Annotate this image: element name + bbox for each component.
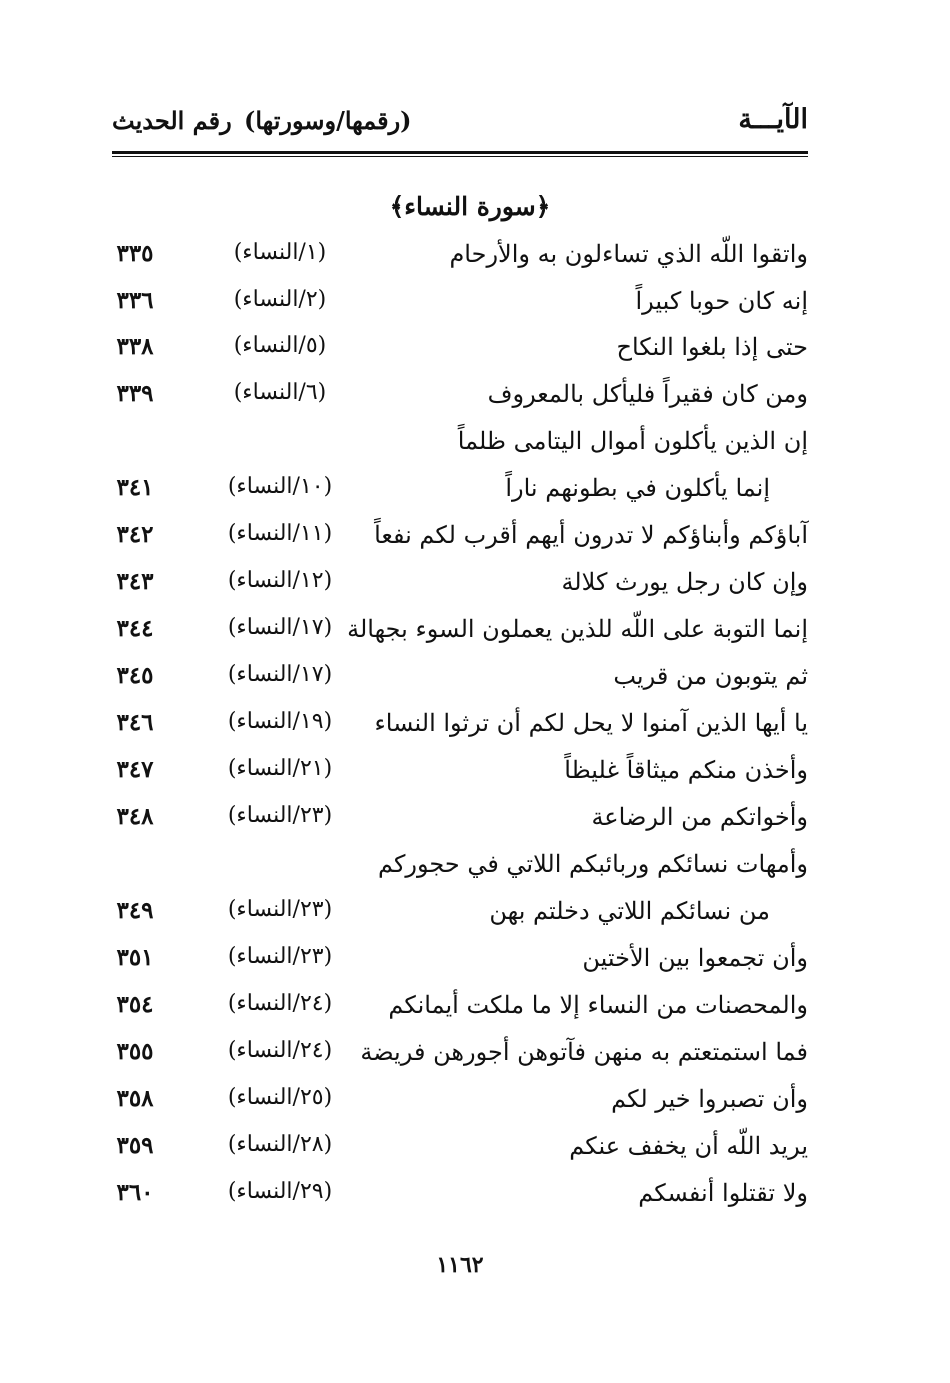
table-row — [0, 380, 950, 424]
verse-reference: (٦/النساء) — [233, 380, 327, 405]
hadith-number: ٣٤٧ — [116, 756, 154, 783]
verse-text: من نسائكم اللاتي دخلتم بهن — [489, 897, 770, 925]
hadith-number: ٣٤٥ — [116, 662, 154, 689]
table-row — [0, 568, 950, 612]
page-number: ١١٦٢ — [436, 1252, 484, 1278]
table-row — [0, 1132, 950, 1176]
table-row — [0, 474, 950, 518]
table-row — [0, 521, 950, 565]
verse-reference: (٢٣/النساء) — [227, 803, 333, 828]
verse-text: وإن كان رجل يورث كلالة — [561, 568, 808, 596]
table-row — [0, 287, 950, 331]
verse-reference: (٥/النساء) — [233, 333, 327, 358]
hadith-number: ٣٥٨ — [116, 1085, 154, 1112]
verse-text: إنما التوبة على اللّه للذين يعملون السوء بجهالة — [347, 615, 808, 643]
table-row — [0, 1038, 950, 1082]
table-row — [0, 803, 950, 847]
hadith-number: ٣٤٨ — [116, 803, 154, 830]
verse-text: واتقوا اللّه الذي تساءلون به والأرحام — [449, 240, 808, 268]
verse-text: آباؤكم وأبناؤكم لا تدرون أيهم أقرب لكم نفعاً — [374, 521, 808, 549]
hadith-number: ٣٥١ — [116, 944, 154, 971]
verse-reference: (٢٨/النساء) — [227, 1132, 333, 1157]
verse-reference: (١٩/النساء) — [227, 709, 333, 734]
verse-reference: (١٧/النساء) — [227, 662, 333, 687]
verse-reference: (٢٣/النساء) — [227, 897, 333, 922]
verse-text: فما استمتعتم به منهن فآتوهن أجورهن فريضة — [360, 1038, 808, 1066]
table-row — [0, 850, 950, 894]
verse-text: وأن تجمعوا بين الأختين — [582, 944, 808, 972]
table-row — [0, 333, 950, 377]
verse-text: ومن كان فقيراً فليأكل بالمعروف — [487, 380, 808, 408]
verse-text: حتى إذا بلغوا النكاح — [616, 333, 808, 361]
column-header-reference: (رقمها/وسورتها) — [244, 106, 412, 135]
verse-reference: (٢/النساء) — [233, 287, 327, 312]
column-header-verse: الآيـــة — [738, 104, 808, 135]
hadith-number: ٣٥٥ — [116, 1038, 154, 1065]
verse-reference: (١/النساء) — [233, 240, 327, 265]
verse-reference: (١٧/النساء) — [227, 615, 333, 640]
verse-reference: (١٠/النساء) — [227, 474, 333, 499]
table-row — [0, 709, 950, 753]
table-row — [0, 897, 950, 941]
hadith-number: ٣٣٩ — [116, 380, 154, 407]
table-row — [0, 615, 950, 659]
table-row — [0, 756, 950, 800]
column-header-hadith-number: رقم الحديث — [112, 106, 232, 135]
hadith-number: ٣٥٩ — [116, 1132, 154, 1159]
hadith-number: ٣٤٣ — [116, 568, 154, 595]
section-title: ﴿سورة النساء﴾ — [389, 192, 551, 221]
hadith-number: ٣٣٨ — [116, 333, 154, 360]
verse-text: إنه كان حوبا كبيراً — [635, 287, 808, 315]
hadith-number: ٣٦٠ — [116, 1179, 154, 1206]
table-row — [0, 944, 950, 988]
verse-reference: (١٢/النساء) — [227, 568, 333, 593]
verse-text: يا أيها الذين آمنوا لا يحل لكم أن ترثوا النساء — [374, 709, 808, 737]
hadith-number: ٣٣٥ — [116, 240, 154, 267]
verse-reference: (٢٤/النساء) — [227, 1038, 333, 1063]
table-row — [0, 1085, 950, 1129]
hadith-number: ٣٤٤ — [116, 615, 154, 642]
table-row — [0, 991, 950, 1035]
verse-text: ولا تقتلوا أنفسكم — [638, 1179, 808, 1207]
verse-text: إنما يأكلون في بطونهم ناراً — [505, 474, 770, 502]
hadith-number: ٣٤٢ — [116, 521, 154, 548]
table-row — [0, 427, 950, 471]
hadith-number: ٣٤٩ — [116, 897, 154, 924]
hadith-number: ٣٤١ — [116, 474, 154, 501]
table-row — [0, 240, 950, 284]
verse-text: وأن تصبروا خير لكم — [611, 1085, 808, 1113]
verse-reference: (٢٣/النساء) — [227, 944, 333, 969]
table-row — [0, 1179, 950, 1223]
table-row — [0, 662, 950, 706]
verse-reference: (٢٩/النساء) — [227, 1179, 333, 1204]
verse-text: وأخواتكم من الرضاعة — [591, 803, 808, 831]
verse-text: إن الذين يأكلون أموال اليتامى ظلماً — [457, 427, 808, 455]
verse-text: وأمهات نسائكم وربائبكم اللاتي في حجوركم — [377, 850, 808, 878]
verse-reference: (٢١/النساء) — [227, 756, 333, 781]
verse-text: وأخذن منكم ميثاقاً غليظاً — [564, 756, 808, 784]
verse-text: ثم يتوبون من قريب — [613, 662, 808, 690]
verse-reference: (١١/النساء) — [227, 521, 333, 546]
verse-reference: (٢٤/النساء) — [227, 991, 333, 1016]
hadith-number: ٣٤٦ — [116, 709, 154, 736]
verse-text: والمحصنات من النساء إلا ما ملكت أيمانكم — [388, 991, 808, 1019]
verse-reference: (٢٥/النساء) — [227, 1085, 333, 1110]
hadith-number: ٣٥٤ — [116, 991, 154, 1018]
hadith-number: ٣٣٦ — [116, 287, 154, 314]
verse-text: يريد اللّه أن يخفف عنكم — [569, 1132, 808, 1160]
